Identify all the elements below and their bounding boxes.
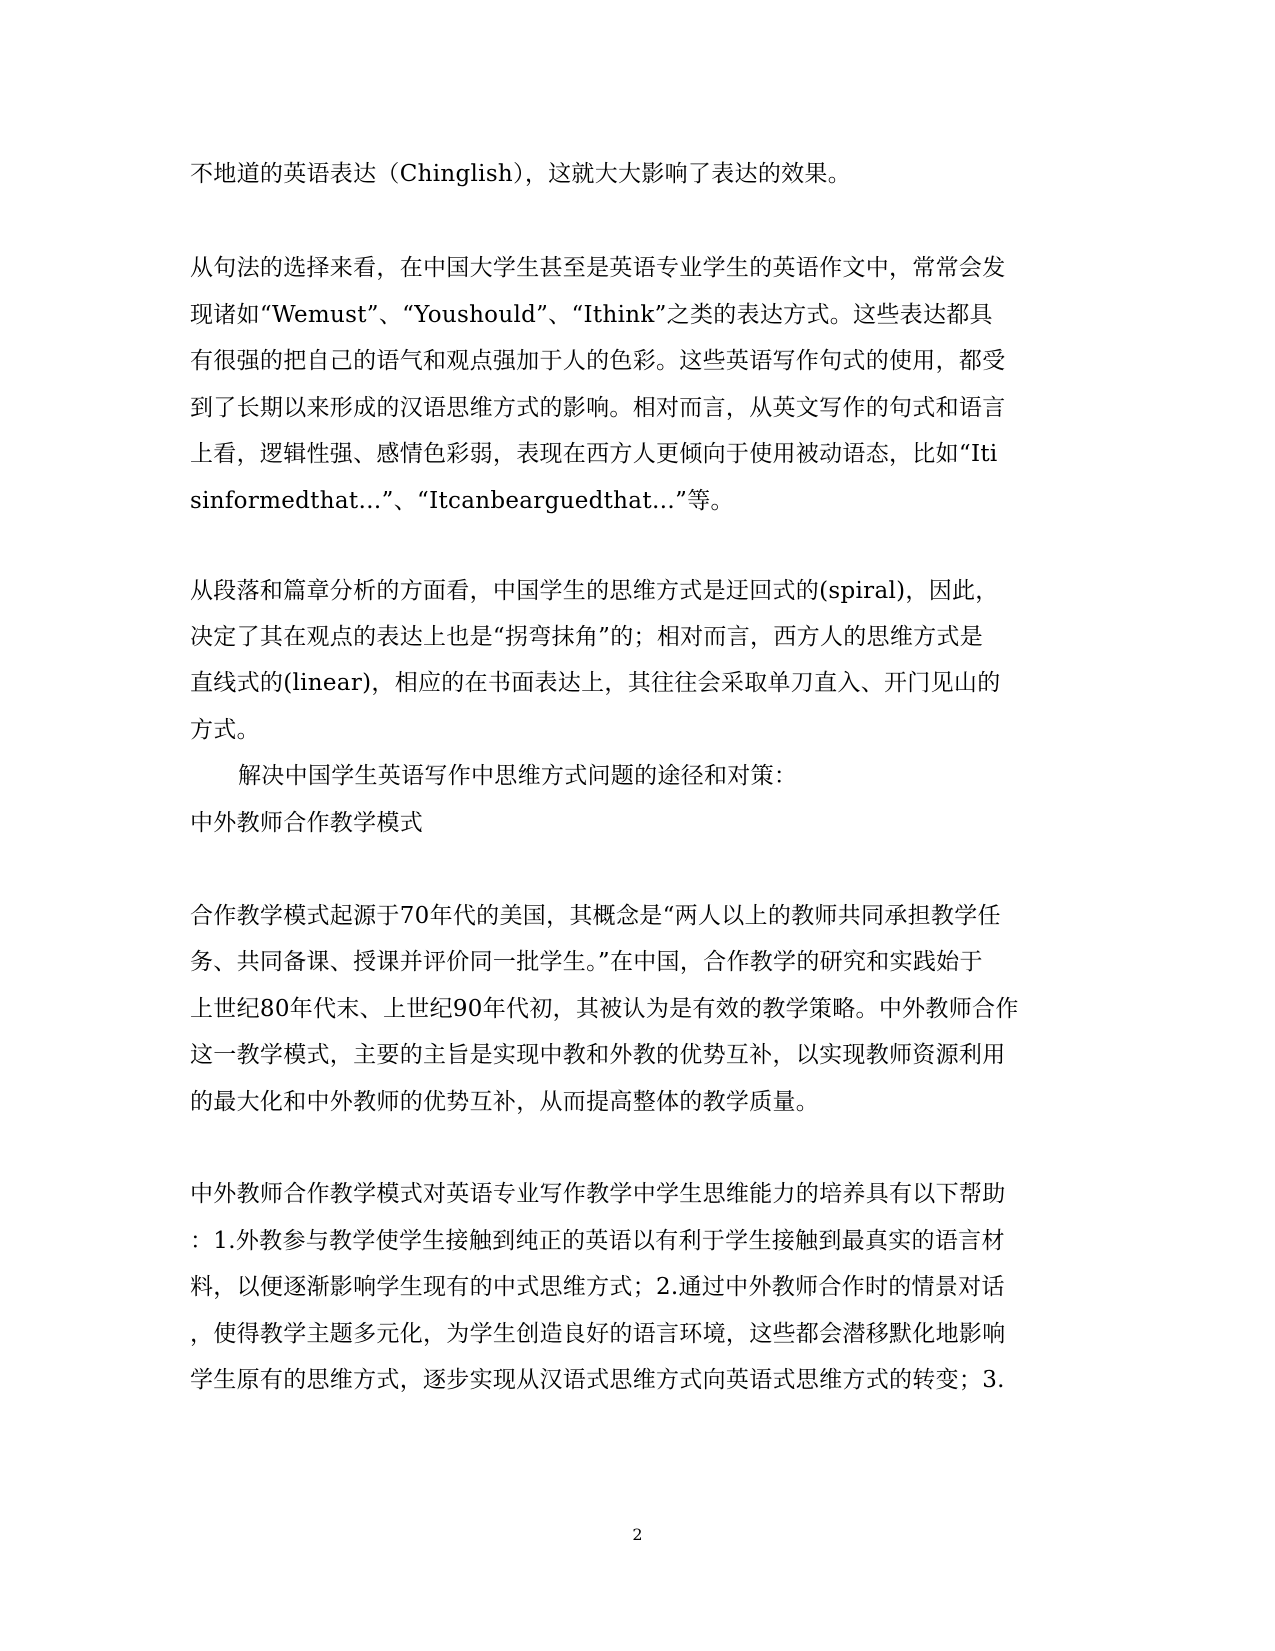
paragraph-line: 有很强的把自己的语气和观点强加于人的色彩。这些英语写作句式的使用，都受 [190, 348, 1006, 374]
paragraph-line: ：1.外教参与教学使学生接触到纯正的英语以有利于学生接触到最真实的语言材 [190, 1228, 1005, 1254]
paragraph-line: 直线式的(linear)，相应的在书面表达上，其往往会采取单刀直入、开门见山的 [190, 670, 1001, 696]
paragraph-line: 决定了其在观点的表达上也是“拐弯抹角”的；相对而言，西方人的思维方式是 [190, 624, 984, 650]
paragraph-line: 合作教学模式起源于70年代的美国，其概念是“两人以上的教师共同承担教学任 [190, 903, 1001, 929]
paragraph-line: 现诸如“Wemust”、“Youshould”、“Ithink”之类的表达方式。这些表达都具 [190, 302, 993, 328]
section-heading: 中外教师合作教学模式 [190, 810, 423, 836]
section-intro-line: 解决中国学生英语写作中思维方式问题的途径和对策： [238, 763, 798, 789]
paragraph-line: 学生原有的思维方式，逐步实现从汉语式思维方式向英语式思维方式的转变；3. [190, 1367, 1005, 1393]
paragraph-line: 上看，逻辑性强、感情色彩弱，表现在西方人更倾向于使用被动语态，比如“Iti [190, 441, 998, 467]
paragraph-line: 从句法的选择来看，在中国大学生甚至是英语专业学生的英语作文中，常常会发 [190, 255, 1006, 281]
paragraph-line: 这一教学模式，主要的主旨是实现中教和外教的优势互补，以实现教师资源利用 [190, 1042, 1006, 1068]
paragraph-line: 方式。 [190, 717, 260, 743]
paragraph-line: 不地道的英语表达（Chinglish），这就大大影响了表达的效果。 [190, 161, 852, 187]
paragraph-line: 到了长期以来形成的汉语思维方式的影响。相对而言，从英文写作的句式和语言 [190, 395, 1006, 421]
paragraph-line: 从段落和篇章分析的方面看，中国学生的思维方式是迂回式的(spiral)，因此， [190, 578, 999, 604]
page-number: 2 [632, 1525, 643, 1544]
paragraph-line: sinformedthat…”、“Itcanbearguedthat…”等。 [190, 488, 734, 514]
paragraph-line: 中外教师合作教学模式对英语专业写作教学中学生思维能力的培养具有以下帮助 [190, 1181, 1006, 1207]
paragraph-line: ，使得教学主题多元化，为学生创造良好的语言环境，这些都会潜移默化地影响 [190, 1321, 1006, 1347]
paragraph-line: 料，以便逐渐影响学生现有的中式思维方式；2.通过中外教师合作时的情景对话 [190, 1274, 1005, 1300]
paragraph-line: 上世纪80年代末、上世纪90年代初，其被认为是有效的教学策略。中外教师合作 [190, 996, 1019, 1022]
paragraph-line: 务、共同备课、授课并评价同一批学生。”在中国，合作教学的研究和实践始于 [190, 949, 983, 975]
paragraph-line: 的最大化和中外教师的优势互补，从而提高整体的教学质量。 [190, 1089, 820, 1115]
